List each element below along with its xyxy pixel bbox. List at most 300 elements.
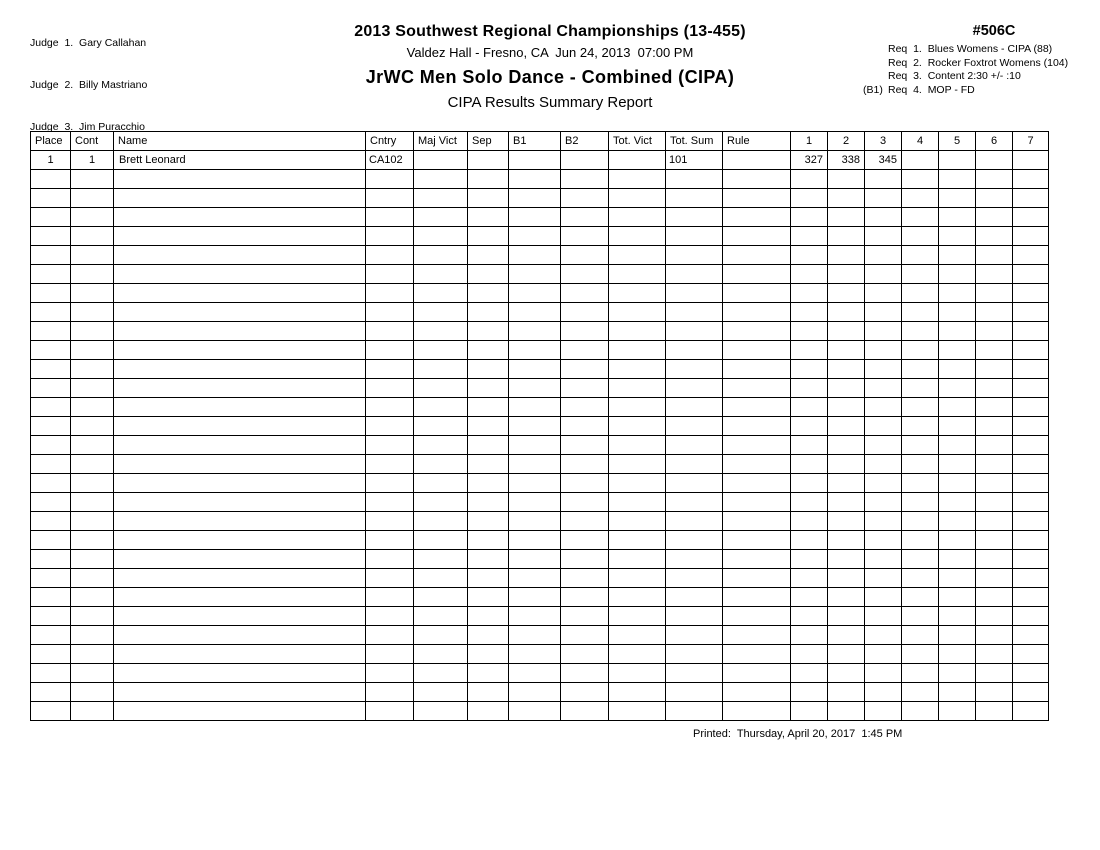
- cell-b1: [509, 645, 561, 664]
- cell-judge-5: [939, 398, 976, 417]
- cell-b2: [561, 265, 609, 284]
- cell-cont: [71, 208, 114, 227]
- cell-cont: [71, 360, 114, 379]
- cell-name: [114, 702, 366, 721]
- empty-row: [31, 265, 1049, 284]
- cell-rule: [723, 455, 791, 474]
- cell-cntry: [366, 474, 414, 493]
- cell-cntry: [366, 417, 414, 436]
- cell-tot-vict: [609, 265, 666, 284]
- cell-rule: [723, 626, 791, 645]
- cell-sep: [468, 607, 509, 626]
- cell-judge-1: [791, 607, 828, 626]
- cell-judge-7: [1013, 246, 1049, 265]
- cell-tot-sum: [666, 626, 723, 645]
- cell-place: [31, 417, 71, 436]
- cell-cntry: [366, 455, 414, 474]
- cell-judge-7: [1013, 436, 1049, 455]
- cell-judge-5: [939, 531, 976, 550]
- cell-judge-1: [791, 246, 828, 265]
- cell-tot-sum: [666, 398, 723, 417]
- cell-judge-2: [828, 398, 865, 417]
- cell-tot-sum: [666, 436, 723, 455]
- cell-place: [31, 303, 71, 322]
- cell-tot-sum: [666, 189, 723, 208]
- judge-line-3: Judge 3. Jim Puracchio: [30, 121, 145, 133]
- cell-b2: [561, 379, 609, 398]
- cell-rule: [723, 246, 791, 265]
- cell-judge-4: [902, 588, 939, 607]
- cell-judge-5: [939, 322, 976, 341]
- cell-b1: [509, 284, 561, 303]
- cell-judge-3: [865, 588, 902, 607]
- cell-b2: [561, 550, 609, 569]
- cell-name: [114, 664, 366, 683]
- cell-judge-5: [939, 341, 976, 360]
- cell-rule: [723, 474, 791, 493]
- cell-b1: [509, 151, 561, 170]
- cell-cntry: [366, 379, 414, 398]
- cell-maj-vict: [414, 607, 468, 626]
- cell-judge-1: [791, 208, 828, 227]
- cell-judge-3: [865, 436, 902, 455]
- empty-row: [31, 474, 1049, 493]
- cell-sep: [468, 474, 509, 493]
- cell-judge-4: [902, 493, 939, 512]
- cell-judge-1: [791, 303, 828, 322]
- cell-cont: [71, 379, 114, 398]
- cell-judge-6: [976, 664, 1013, 683]
- cell-sep: [468, 683, 509, 702]
- cell-maj-vict: [414, 284, 468, 303]
- cell-judge-6: [976, 683, 1013, 702]
- cell-b2: [561, 531, 609, 550]
- cell-judge-3: [865, 683, 902, 702]
- cell-judge-1: [791, 170, 828, 189]
- cell-tot-vict: [609, 322, 666, 341]
- cell-place: [31, 379, 71, 398]
- cell-judge-3: [865, 664, 902, 683]
- cell-name: [114, 322, 366, 341]
- requirement-prefix: [863, 70, 888, 84]
- cell-tot-vict: [609, 360, 666, 379]
- judge-line-1: Judge 1. Gary Callahan: [30, 37, 147, 49]
- cell-tot-sum: [666, 227, 723, 246]
- cell-judge-4: [902, 341, 939, 360]
- cell-judge-7: [1013, 417, 1049, 436]
- cell-cntry: [366, 683, 414, 702]
- requirement-prefix: (B1): [863, 84, 883, 97]
- cell-judge-3: [865, 341, 902, 360]
- cell-tot-sum: [666, 493, 723, 512]
- cell-judge-1: [791, 512, 828, 531]
- cell-judge-2: [828, 284, 865, 303]
- cell-name: [114, 683, 366, 702]
- column-header-rule: Rule: [723, 132, 791, 151]
- cell-maj-vict: [414, 417, 468, 436]
- cell-judge-6: [976, 474, 1013, 493]
- table-header-row: [31, 132, 1049, 151]
- cell-judge-1: [791, 265, 828, 284]
- cell-cont: [71, 189, 114, 208]
- cell-name: [114, 474, 366, 493]
- cell-tot-vict: [609, 398, 666, 417]
- cell-judge-7: [1013, 322, 1049, 341]
- cell-name: [114, 265, 366, 284]
- cell-b1: [509, 303, 561, 322]
- cell-sep: [468, 455, 509, 474]
- cell-judge-5: [939, 189, 976, 208]
- cell-maj-vict: [414, 512, 468, 531]
- cell-b2: [561, 493, 609, 512]
- cell-cont: [71, 265, 114, 284]
- cell-judge-6: [976, 227, 1013, 246]
- cell-judge-2: [828, 341, 865, 360]
- empty-row: [31, 550, 1049, 569]
- cell-cont: [71, 227, 114, 246]
- cell-judge-7: [1013, 607, 1049, 626]
- cell-judge-2: [828, 531, 865, 550]
- cell-judge-5: [939, 455, 976, 474]
- cell-judge-4: [902, 531, 939, 550]
- cell-judge-5: [939, 151, 976, 170]
- cell-cont: [71, 341, 114, 360]
- cell-tot-vict: [609, 569, 666, 588]
- cell-judge-4: [902, 702, 939, 721]
- cell-b2: [561, 512, 609, 531]
- cell-name: [114, 417, 366, 436]
- cell-judge-1: [791, 683, 828, 702]
- cell-judge-2: [828, 455, 865, 474]
- column-header-tot-sum: Tot. Sum: [666, 132, 723, 151]
- column-header-judge-6: 6: [976, 132, 1013, 151]
- cell-maj-vict: [414, 246, 468, 265]
- cell-maj-vict: [414, 493, 468, 512]
- cell-place: [31, 512, 71, 531]
- cell-name: [114, 531, 366, 550]
- cell-tot-sum: [666, 208, 723, 227]
- cell-judge-2: [828, 569, 865, 588]
- empty-row: [31, 683, 1049, 702]
- cell-name: [114, 398, 366, 417]
- cell-judge-2: [828, 645, 865, 664]
- cell-judge-6: [976, 208, 1013, 227]
- cell-rule: [723, 493, 791, 512]
- cell-tot-sum: [666, 702, 723, 721]
- cell-judge-4: [902, 189, 939, 208]
- cell-b2: [561, 246, 609, 265]
- cell-judge-5: [939, 607, 976, 626]
- cell-judge-3: [865, 322, 902, 341]
- cell-judge-7: [1013, 189, 1049, 208]
- cell-b2: [561, 284, 609, 303]
- cell-judge-4: [902, 569, 939, 588]
- cell-maj-vict: [414, 227, 468, 246]
- cell-name: [114, 208, 366, 227]
- cell-judge-2: [828, 550, 865, 569]
- empty-row: [31, 398, 1049, 417]
- cell-judge-6: [976, 455, 1013, 474]
- cell-cont: [71, 683, 114, 702]
- cell-judge-1: [791, 645, 828, 664]
- cell-judge-3: [865, 417, 902, 436]
- cell-judge-2: [828, 683, 865, 702]
- cell-judge-4: [902, 246, 939, 265]
- cell-judge-7: [1013, 664, 1049, 683]
- cell-rule: [723, 303, 791, 322]
- cell-cont: [71, 398, 114, 417]
- cell-b2: [561, 702, 609, 721]
- cell-name: [114, 246, 366, 265]
- cell-judge-3: [865, 626, 902, 645]
- cell-tot-vict: [609, 607, 666, 626]
- cell-judge-2: 338: [828, 151, 865, 170]
- cell-judge-3: [865, 303, 902, 322]
- cell-judge-5: [939, 284, 976, 303]
- cell-judge-4: [902, 227, 939, 246]
- cell-b2: [561, 664, 609, 683]
- cell-cntry: [366, 645, 414, 664]
- cell-judge-1: 327: [791, 151, 828, 170]
- cell-judge-4: [902, 360, 939, 379]
- cell-b1: [509, 550, 561, 569]
- cell-place: [31, 284, 71, 303]
- cell-name: [114, 607, 366, 626]
- cell-judge-4: [902, 208, 939, 227]
- cell-b1: [509, 493, 561, 512]
- cell-judge-2: [828, 588, 865, 607]
- cell-b1: [509, 208, 561, 227]
- requirement-line-3: [863, 70, 1100, 84]
- cell-b1: [509, 702, 561, 721]
- cell-cont: [71, 170, 114, 189]
- empty-row: [31, 303, 1049, 322]
- cell-judge-7: [1013, 303, 1049, 322]
- cell-b2: [561, 436, 609, 455]
- cell-maj-vict: [414, 170, 468, 189]
- competition-title: 2013 Southwest Regional Championships (13-455): [354, 23, 746, 40]
- cell-judge-3: [865, 398, 902, 417]
- cell-judge-2: [828, 493, 865, 512]
- cell-judge-5: [939, 645, 976, 664]
- cell-judge-4: [902, 474, 939, 493]
- cell-tot-vict: [609, 550, 666, 569]
- cell-judge-6: [976, 398, 1013, 417]
- cell-sep: [468, 436, 509, 455]
- cell-judge-1: [791, 493, 828, 512]
- cell-tot-vict: [609, 626, 666, 645]
- cell-judge-1: [791, 322, 828, 341]
- cell-rule: [723, 208, 791, 227]
- cell-name: [114, 626, 366, 645]
- cell-judge-7: [1013, 474, 1049, 493]
- cell-judge-2: [828, 702, 865, 721]
- cell-tot-vict: [609, 379, 666, 398]
- cell-rule: [723, 360, 791, 379]
- cell-sep: [468, 208, 509, 227]
- cell-tot-sum: [666, 607, 723, 626]
- cell-maj-vict: [414, 151, 468, 170]
- cell-judge-3: [865, 379, 902, 398]
- cell-b1: [509, 360, 561, 379]
- cell-judge-1: [791, 189, 828, 208]
- column-header-cntry: Cntry: [366, 132, 414, 151]
- cell-name: [114, 550, 366, 569]
- cell-maj-vict: [414, 379, 468, 398]
- cell-b2: [561, 341, 609, 360]
- requirement-line-4: [863, 84, 1100, 98]
- cell-rule: [723, 702, 791, 721]
- cell-judge-5: [939, 265, 976, 284]
- cell-tot-sum: [666, 170, 723, 189]
- cell-tot-sum: 101: [666, 151, 723, 170]
- cell-name: [114, 588, 366, 607]
- cell-judge-4: [902, 379, 939, 398]
- cell-judge-2: [828, 436, 865, 455]
- cell-cntry: [366, 550, 414, 569]
- cell-rule: [723, 322, 791, 341]
- cell-judge-2: [828, 265, 865, 284]
- empty-row: [31, 246, 1049, 265]
- cell-judge-1: [791, 379, 828, 398]
- column-header-b1: B1: [509, 132, 561, 151]
- event-title: JrWC Men Solo Dance - Combined (CIPA): [365, 67, 735, 87]
- cell-maj-vict: [414, 189, 468, 208]
- cell-rule: [723, 436, 791, 455]
- cell-judge-4: [902, 151, 939, 170]
- cell-rule: [723, 645, 791, 664]
- requirement-prefix: [863, 57, 888, 71]
- cell-judge-2: [828, 626, 865, 645]
- cell-place: [31, 626, 71, 645]
- cell-judge-6: [976, 341, 1013, 360]
- cell-cntry: [366, 398, 414, 417]
- cell-cntry: [366, 664, 414, 683]
- cell-rule: [723, 531, 791, 550]
- cell-judge-3: [865, 569, 902, 588]
- empty-row: [31, 208, 1049, 227]
- cell-place: [31, 493, 71, 512]
- cell-judge-3: [865, 284, 902, 303]
- cell-sep: [468, 702, 509, 721]
- cell-judge-6: [976, 303, 1013, 322]
- cell-place: [31, 360, 71, 379]
- cell-tot-vict: [609, 246, 666, 265]
- column-header-place: Place: [31, 132, 71, 151]
- requirement-text: Req 4. MOP - FD: [888, 84, 975, 97]
- cell-judge-6: [976, 531, 1013, 550]
- cell-name: [114, 569, 366, 588]
- cell-b1: [509, 322, 561, 341]
- cell-rule: [723, 170, 791, 189]
- cell-place: [31, 683, 71, 702]
- column-header-judge-5: 5: [939, 132, 976, 151]
- cell-tot-sum: [666, 322, 723, 341]
- cell-place: [31, 208, 71, 227]
- cell-b2: [561, 569, 609, 588]
- cell-sep: [468, 151, 509, 170]
- results-table-body: [31, 151, 1049, 721]
- cell-judge-5: [939, 360, 976, 379]
- cell-rule: [723, 664, 791, 683]
- cell-rule: [723, 284, 791, 303]
- cell-tot-sum: [666, 645, 723, 664]
- cell-cont: [71, 417, 114, 436]
- cell-judge-6: [976, 512, 1013, 531]
- cell-judge-7: [1013, 170, 1049, 189]
- cell-tot-vict: [609, 170, 666, 189]
- cell-judge-6: [976, 588, 1013, 607]
- column-header-cont: Cont: [71, 132, 114, 151]
- cell-judge-6: [976, 702, 1013, 721]
- cell-judge-4: [902, 398, 939, 417]
- cell-judge-4: [902, 626, 939, 645]
- cell-cntry: [366, 303, 414, 322]
- cell-tot-sum: [666, 379, 723, 398]
- cell-tot-sum: [666, 683, 723, 702]
- cell-sep: [468, 512, 509, 531]
- cell-judge-7: [1013, 512, 1049, 531]
- cell-name: [114, 170, 366, 189]
- cell-b2: [561, 227, 609, 246]
- cell-sep: [468, 569, 509, 588]
- cell-maj-vict: [414, 265, 468, 284]
- cell-judge-5: [939, 683, 976, 702]
- cell-b2: [561, 360, 609, 379]
- cell-place: [31, 170, 71, 189]
- cell-name: [114, 284, 366, 303]
- cell-cont: [71, 246, 114, 265]
- cell-cont: [71, 645, 114, 664]
- cell-rule: [723, 189, 791, 208]
- cell-judge-4: [902, 284, 939, 303]
- cell-judge-3: [865, 550, 902, 569]
- cell-judge-7: [1013, 379, 1049, 398]
- cell-judge-5: [939, 436, 976, 455]
- cell-judge-2: [828, 664, 865, 683]
- cell-tot-vict: [609, 341, 666, 360]
- empty-row: [31, 645, 1049, 664]
- cell-place: [31, 645, 71, 664]
- cell-rule: [723, 398, 791, 417]
- cell-b2: [561, 303, 609, 322]
- cell-tot-vict: [609, 189, 666, 208]
- cell-judge-5: [939, 417, 976, 436]
- empty-row: [31, 664, 1049, 683]
- cell-sep: [468, 531, 509, 550]
- cell-b1: [509, 626, 561, 645]
- event-number: #506C: [972, 23, 1016, 39]
- cell-b1: [509, 246, 561, 265]
- cell-sep: [468, 645, 509, 664]
- cell-judge-2: [828, 189, 865, 208]
- cell-maj-vict: [414, 398, 468, 417]
- cell-judge-1: [791, 398, 828, 417]
- cell-rule: [723, 379, 791, 398]
- column-header-maj-vict: Maj Vict: [414, 132, 468, 151]
- cell-maj-vict: [414, 645, 468, 664]
- cell-judge-1: [791, 341, 828, 360]
- cell-judge-2: [828, 379, 865, 398]
- cell-b1: [509, 398, 561, 417]
- empty-row: [31, 626, 1049, 645]
- cell-judge-3: [865, 246, 902, 265]
- column-header-sep: Sep: [468, 132, 509, 151]
- cell-judge-6: [976, 607, 1013, 626]
- cell-rule: [723, 588, 791, 607]
- cell-b1: [509, 227, 561, 246]
- cell-b1: [509, 531, 561, 550]
